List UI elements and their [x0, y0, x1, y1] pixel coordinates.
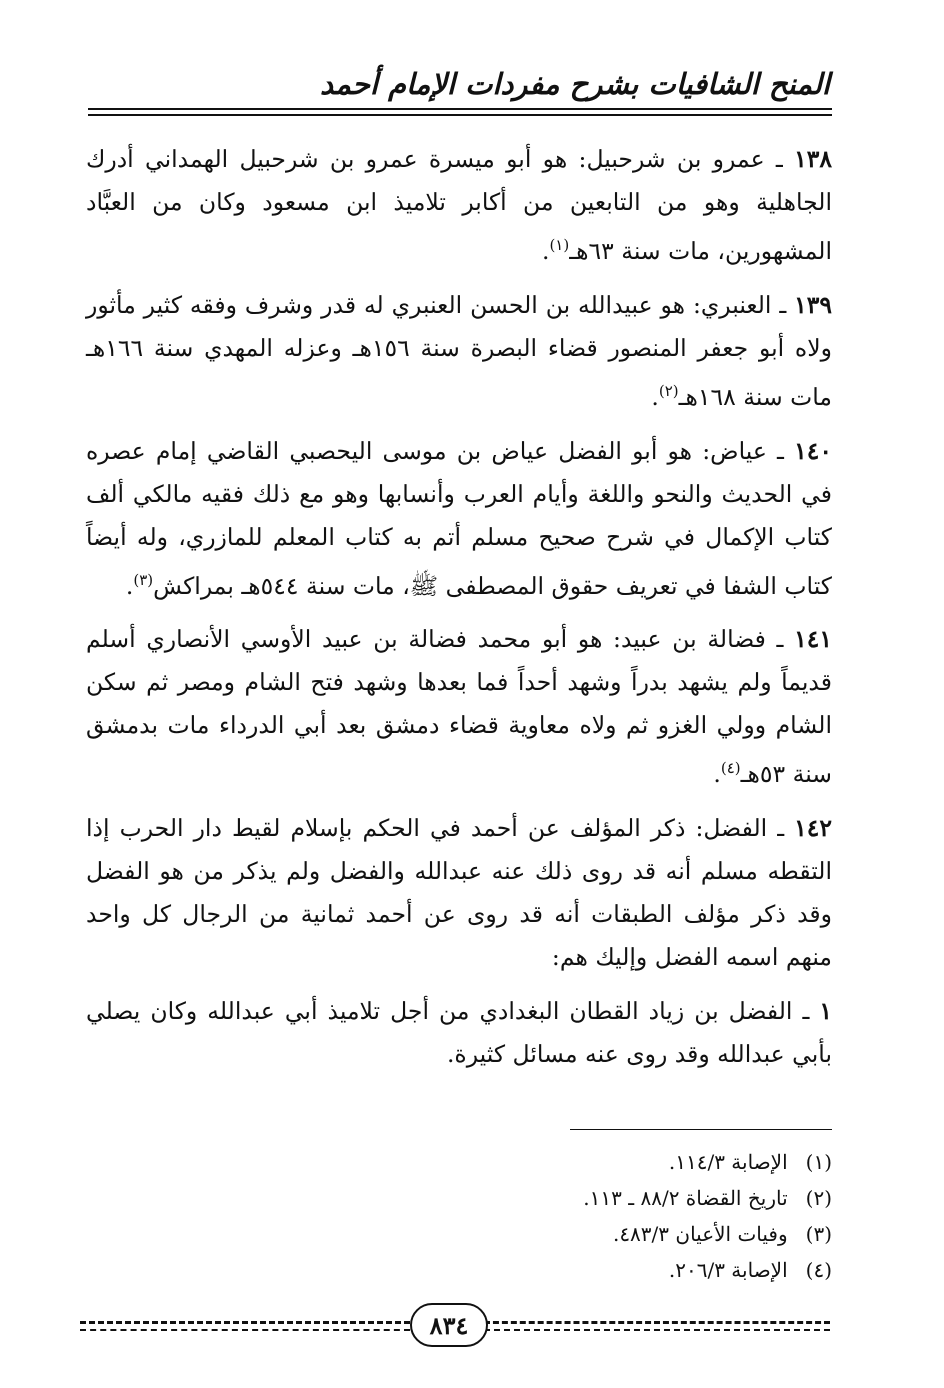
entry-139: [86, 284, 832, 419]
page-number: ٨٣٤: [410, 1303, 488, 1347]
footnote-mark: (٤): [805, 1258, 832, 1282]
entry-number: ١٤٢: [794, 814, 832, 843]
entry-end: .: [541, 236, 550, 265]
footnote-3: [300, 1216, 832, 1252]
entry-138: [86, 138, 832, 273]
footnote-mark: (١): [805, 1150, 832, 1174]
entry-number: ١٤١: [794, 625, 832, 654]
footer-dashed-line-left-lower: [80, 1329, 410, 1331]
entry-140: [86, 430, 832, 608]
footer-dashed-line-right: [484, 1321, 830, 1324]
footnote-text: الإصابة ١١٤/٣.: [668, 1150, 788, 1174]
footnote-ref: (١): [549, 236, 570, 254]
body-text: [86, 138, 832, 1087]
entry-end: .: [651, 382, 659, 411]
footnote-separator: [570, 1129, 832, 1130]
footer-dashed-line-left: [80, 1321, 410, 1324]
entry-142: [86, 807, 832, 979]
entry-text: ـ العنبري: هو عبيدالله بن الحسن العنبري له قدر وشرف وفقه كثير مأثور ولاه أبو جعفر المنصور قضاء البصرة سنة ١٥٦هـ وعزله المهدي سنة ١٦٦هـ مات سنة ١٦٨هـ: [86, 290, 832, 411]
entry-number: ١: [819, 997, 832, 1026]
entry-text: ـ عمرو بن شرحبيل: هو أبو ميسرة عمرو بن شرحبيل الهمداني أدرك الجاهلية وهو من التابعين من أكابر تلاميذ ابن مسعود وكان من العبَّاد المشهورين، مات سنة ٦٣هـ: [86, 145, 832, 265]
entry-text: ـ الفضل: ذكر المؤلف عن أحمد في الحكم بإسلام لقيط دار الحرب إذا التقطه مسلم أنه قد روى ذلك عنه عبدالله والفضل ولم يذكر من هو الفضل وقد ذكر مؤلف الطبقات أنه قد روى عن أحمد ثمانية من الرجال كل واحد منهم اسمه الفضل وإليك هم:: [86, 814, 832, 972]
entry-141: [86, 618, 832, 796]
running-header-title: المنح الشافيات بشرح مفردات الإمام أحمد: [320, 67, 830, 101]
entry-end: .: [125, 571, 134, 600]
entry-number: ١٣٩: [794, 290, 832, 319]
entry-text: ـ فضالة بن عبيد: هو أبو محمد فضالة بن عبيد الأوسي الأنصاري أسلم قديماً ولم يشهد بدراً وشهد أحداً فما بعدها وشهد فتح الشام ومصر ثم سكن الشام وولي الغزو ثم ولاه معاوية قضاء دمشق بعد أبي الدرداء مات بدمشق سنة ٥٣هـ: [86, 625, 832, 789]
footnote-ref: (٣): [133, 570, 154, 589]
footnote-mark: (٣): [805, 1222, 832, 1246]
footnote-4: [300, 1252, 832, 1288]
entry-number: ١٤٠: [794, 436, 832, 465]
footnotes: [300, 1144, 832, 1288]
footnote-1: [300, 1144, 832, 1180]
footnote-text: تاريخ القضاة ٨٨/٢ ـ ١١٣.: [583, 1186, 788, 1210]
header-rule-top: [88, 108, 832, 110]
footnote-ref: (٢): [658, 381, 679, 400]
footer-dashed-line-right-lower: [484, 1329, 830, 1331]
entry-text: ـ عياض: هو أبو الفضل عياض بن موسى اليحصبي القاضي إمام عصره في الحديث والنحو واللغة وأيام العرب وأنسابها وهو مع ذلك فقيه مالكي ألف كتاب الإكمال في شرح صحيح مسلم أتم به كتاب المعلم للمازري، وله أيضاً كتاب الشفا في تعريف حقوق المصطفى ﷺ، مات سنة ٥٤٤هـ بمراكش: [86, 436, 832, 600]
entry-text: ـ الفضل بن زياد القطان البغدادي من أجل تلاميذ أبي عبدالله وكان يصلي بأبي عبدالله وقد روى عنه مسائل كثيرة.: [86, 997, 832, 1069]
footnote-2: [300, 1180, 832, 1216]
entry-end: .: [713, 760, 721, 789]
footnote-mark: (٢): [805, 1186, 832, 1210]
footnote-text: وفيات الأعيان ٤٨٣/٣.: [612, 1222, 788, 1246]
entry-142-item-1: [86, 990, 832, 1076]
header-rule-bottom: [88, 114, 832, 116]
footnote-ref: (٤): [720, 759, 741, 778]
footnote-text: الإصابة ٢٠٦/٣.: [668, 1258, 788, 1282]
entry-number: ١٣٨: [794, 145, 832, 173]
